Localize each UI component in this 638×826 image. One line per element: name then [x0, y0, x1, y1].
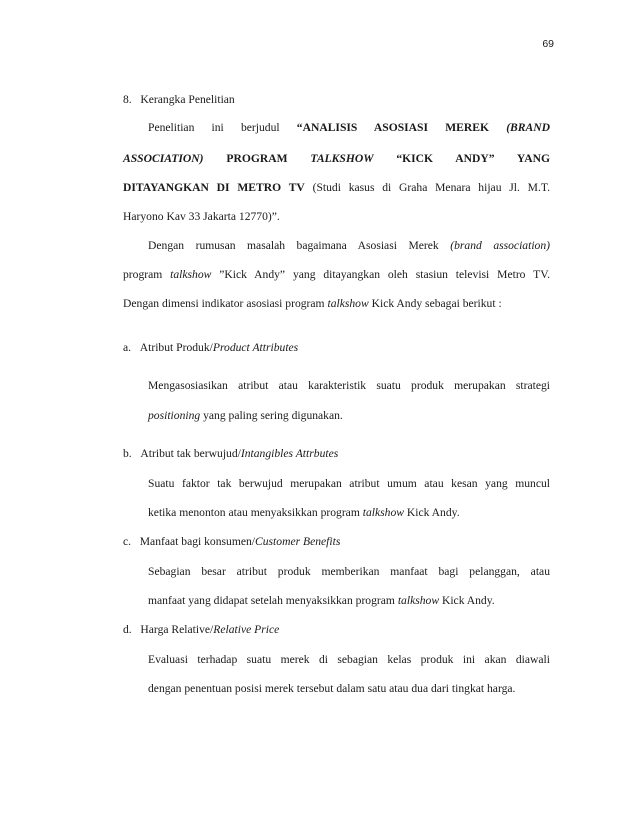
bold-text: “KICK ANDY” YANG — [396, 152, 550, 165]
para1-line4: Haryono Kav 33 Jakarta 12770)”. — [123, 210, 280, 223]
list-item-c-line1: Sebagian besar atribut produk memberikan manfaat bagi pelanggan, atau — [148, 565, 550, 578]
list-item-d-line2: dengan penentuan posisi merek tersebut dalam satu atau dua dari tingkat harga. — [148, 682, 516, 695]
heading-number: 8. — [123, 93, 132, 106]
text: (Studi kasus di Graha Menara hijau Jl. M.T. — [304, 181, 550, 194]
item-title-en: Product Attributes — [212, 341, 299, 354]
item-title-en: Customer Benefits — [255, 535, 341, 548]
list-item-a-title — [123, 341, 550, 355]
list-item-b-line2 — [148, 506, 575, 520]
heading-text: Kerangka Penelitian — [140, 93, 235, 106]
para1-line1 — [148, 121, 550, 135]
item-title: Harga Relative/ — [140, 623, 214, 636]
text: Dengan rumusan masalah bagaimana Asosiasi Merek — [148, 239, 451, 252]
list-item-d-title — [123, 623, 550, 637]
list-letter: b. — [123, 447, 132, 460]
text: program — [123, 268, 171, 281]
text: ketika menonton atau menyaksikkan program — [148, 506, 363, 519]
italic-text: talkshow — [327, 297, 369, 310]
text: Penelitian ini berjudul — [148, 121, 297, 134]
page-number: 69 — [542, 38, 554, 50]
list-item-a-line2 — [148, 409, 575, 423]
bold-text: DITAYANGKAN DI METRO TV — [123, 181, 305, 194]
italic-text: talkshow — [362, 506, 404, 519]
list-item-b-line1: Suatu faktor tak berwujud merupakan atribut umum atau kesan yang muncul — [148, 477, 550, 490]
list-letter: a. — [123, 341, 132, 354]
section-heading — [123, 93, 550, 107]
italic-text: talkshow — [397, 594, 440, 607]
italic-text: positioning — [148, 409, 201, 422]
item-title: Manfaat bagi konsumen/ — [139, 535, 256, 548]
italic-text: talkshow — [170, 268, 212, 281]
italic-text: (brand association) — [450, 239, 550, 252]
text: Dengan dimensi indikator asosiasi program — [123, 297, 328, 310]
bold-italic-text: ASSOCIATION) — [123, 152, 204, 165]
bold-italic-text: (BRAND — [506, 121, 550, 134]
list-item-c-title — [123, 535, 550, 549]
para1-line3 — [123, 181, 550, 195]
list-item-b-title — [123, 447, 550, 461]
list-item-c-line2 — [148, 594, 575, 608]
para2-line1 — [148, 239, 550, 253]
item-title: Atribut tak berwujud/ — [140, 447, 241, 460]
item-title-en: Relative Price — [213, 623, 280, 636]
text: yang paling sering digunakan. — [200, 409, 343, 422]
para2-line3 — [123, 297, 550, 311]
text: manfaat yang didapat setelah menyaksikkan program — [148, 594, 398, 607]
list-item-d-line1: Evaluasi terhadap suatu merek di sebagian kelas produk ini akan diawali — [148, 653, 550, 666]
text: Kick Andy. — [403, 506, 460, 519]
list-item-a-line1: Mengasosiasikan atribut atau karakteristik suatu produk merupakan strategi — [148, 379, 550, 392]
text: ”Kick Andy” yang ditayangkan oleh stasiun televisi Metro TV. — [211, 268, 550, 281]
text: Kick Andy sebagai berikut : — [368, 297, 502, 310]
bold-italic-text: TALKSHOW — [310, 152, 374, 165]
list-letter: c. — [123, 535, 132, 548]
item-title-en: Intangibles Attrbutes — [240, 447, 339, 460]
text: Kick Andy. — [439, 594, 495, 607]
bold-text: PROGRAM — [226, 152, 311, 165]
para2-line2 — [123, 268, 550, 282]
bold-text: “ANALISIS ASOSIASI MEREK — [296, 121, 507, 134]
para1-line2 — [123, 152, 550, 166]
item-title: Atribut Produk/ — [139, 341, 213, 354]
list-letter: d. — [123, 623, 132, 636]
